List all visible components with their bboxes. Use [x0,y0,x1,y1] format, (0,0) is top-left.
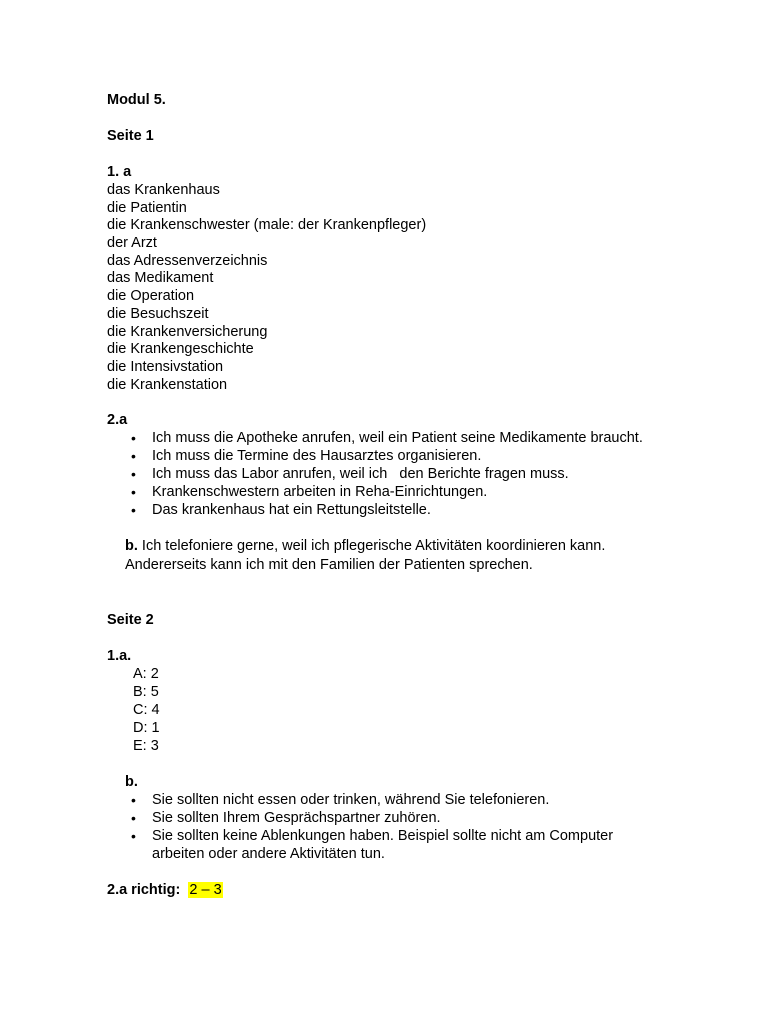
vocab-item: die Krankenschwester (male: der Krankenpfleger) [107,217,427,234]
document-page [107,91,667,899]
answer-item: C: 4 [133,702,160,719]
vocab-item: die Krankenversicherung [107,323,268,340]
bullet-icon: • [131,792,136,809]
bullet-icon: • [131,484,136,501]
section-1a-page2-label: 1.a. [107,648,132,665]
bullet-icon: • [131,828,136,845]
vocab-item: die Krankengeschichte [107,341,254,358]
bullet-icon: • [131,502,136,519]
list-item: • Sie sollten nicht essen oder trinken, während Sie telefonieren. [131,792,550,809]
paragraph-b-label: b. [125,538,138,555]
final-answer-label: 2.a richtig: [107,882,181,899]
list-item: • Sie sollten keine Ablenkungen haben. Beispiel sollte nicht am Computer arbeiten oder andere Aktivitäten tun. [131,828,614,863]
list-item: • Das krankenhaus hat ein Rettungsleitstelle. [131,502,431,519]
vocab-item: das Adressenverzeichnis [107,252,268,269]
page2-heading: Seite 2 [107,612,154,629]
paragraph-b [107,537,667,575]
vocab-item: das Medikament [107,270,214,287]
answer-item: D: 1 [133,720,160,737]
answer-item: E: 3 [133,738,159,755]
list-item: • Ich muss die Termine des Hausarztes organisieren. [131,448,482,465]
bullet-icon: • [131,430,136,447]
answer-item: A: 2 [133,666,159,683]
vocab-item: die Operation [107,288,195,305]
vocab-item: die Krankenstation [107,376,228,393]
bullet-icon: • [131,810,136,827]
bullet-icon: • [131,466,136,483]
document-title: Modul 5. [107,92,166,108]
list-item: • Krankenschwestern arbeiten in Reha-Einrichtungen. [131,484,488,501]
highlighted-answer: 2 – 3 [189,882,222,899]
vocab-item: das Krankenhaus [107,182,220,198]
vocab-item: der Arzt [107,235,157,252]
list-item: • Sie sollten Ihrem Gesprächspartner zuhören. [131,810,441,827]
bullet-list-b [107,791,667,863]
vocab-item: die Intensivstation [107,358,224,375]
vocab-item: die Besuchszeit [107,305,209,322]
final-answer [107,881,667,899]
vocab-item: die Patientin [107,199,187,216]
answer-item: B: 5 [133,684,159,701]
page1-heading: Seite 1 [107,128,154,144]
answer-list [107,665,667,755]
bullet-icon: • [131,448,136,465]
section-2a-label: 2.a [107,412,128,429]
bullet-list-2a [107,429,667,519]
sub-b-label: b. [125,774,138,791]
vocab-list [107,181,667,393]
list-item: • Ich muss die Apotheke anrufen, weil ein Patient seine Medikamente braucht. [131,430,643,447]
section-1a-label: 1. a [107,164,132,180]
paragraph-b-text: Ich telefoniere gerne, weil ich pflegerische Aktivitäten koordinieren kann. Andererseits kann ich mit den Familien der Patienten sprechen. [125,538,606,574]
list-item: • Ich muss das Labor anrufen, weil ich den Berichte fragen muss. [131,466,569,483]
